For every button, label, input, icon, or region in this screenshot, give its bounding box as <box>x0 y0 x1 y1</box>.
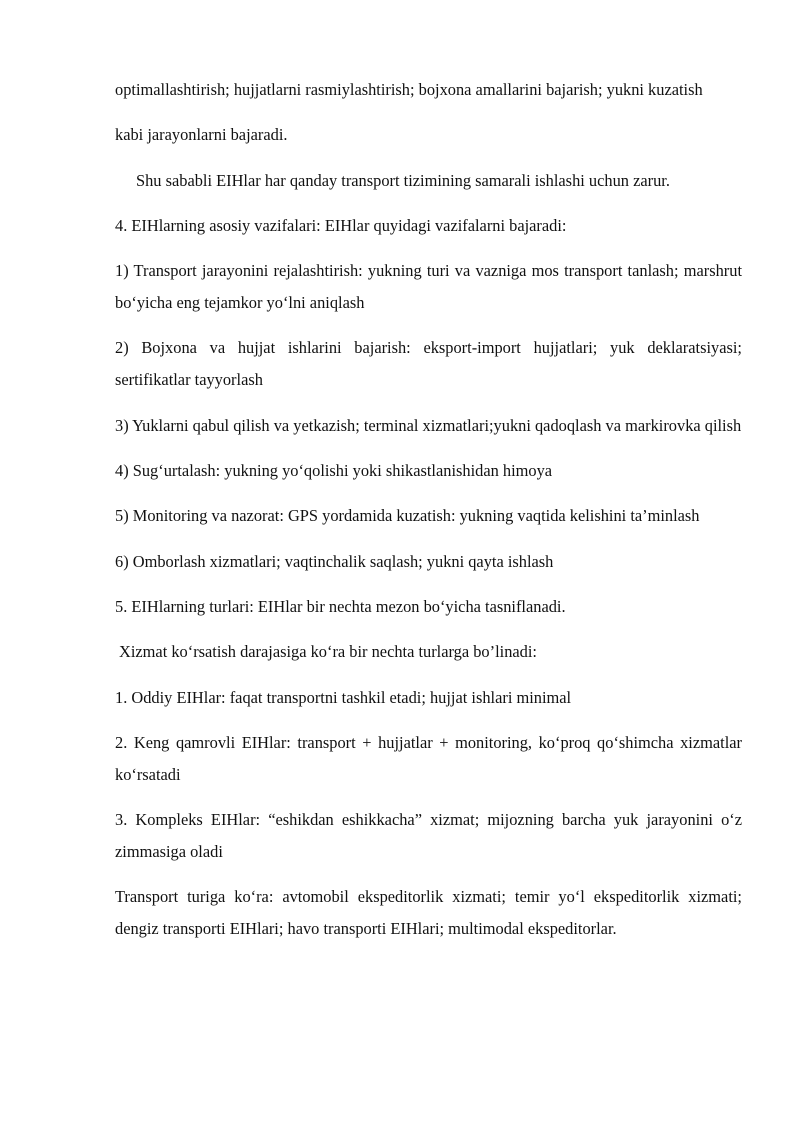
list-item-function-2: 2) Bojxona va hujjat ishlarini bajarish: eksport-import hujjatlari; yuk deklaratsiyasi; sertifikatlar tayyorlash <box>115 338 742 390</box>
section-heading-types: 5. EIHlarning turlari: EIHlar bir nechta mezon bo‘yicha tasniflanadi. <box>115 596 566 616</box>
document-page <box>115 74 742 959</box>
list-item-function-4: 4) Sug‘urtalash: yukning yo‘qolishi yoki shikastlanishidan himoya <box>115 461 553 481</box>
list-item-function-6: 6) Omborlash xizmatlari; vaqtinchalik saqlash; yukni qayta ishlash <box>115 551 554 571</box>
list-item-type-1: 1. Oddiy EIHlar: faqat transportni tashkil etadi; hujjat ishlari minimal <box>115 687 572 707</box>
list-item-function-3: 3) Yuklarni qabul qilish va yetkazish; terminal xizmatlari;yukni qadoqlash va markirovka qilish <box>115 415 742 435</box>
list-item-type-3: 3. Kompleks EIHlar: “eshikdan eshikkacha” xizmat; mijozning barcha yuk jarayonini o‘z zimmasiga oladi <box>115 810 742 862</box>
paragraph-conclusion: Shu sababli EIHlar har qanday transport tizimining samarali ishlashi uchun zarur. <box>136 170 670 190</box>
paragraph-service-level: Xizmat ko‘rsatish darajasiga ko‘ra bir nechta turlarga bo’linadi: <box>119 642 537 662</box>
list-item-type-2: 2. Keng qamrovli EIHlar: transport + hujjatlar + monitoring, ko‘proq qo‘shimcha xizmatlar ko‘rsatadi <box>115 732 742 784</box>
paragraph-transport-types: Transport turiga ko‘ra: avtomobil ekspeditorlik xizmati; temir yo‘l ekspeditorlik xizmati; dengiz transporti EIHlari; havo transporti EIHlari; multimodal ekspeditorlar. <box>115 887 742 939</box>
list-item-function-1: 1) Transport jarayonini rejalashtirish: yukning turi va vazniga mos transport tanlash; marshrut bo‘yicha eng tejamkor yo‘lni aniqlash <box>115 261 742 313</box>
section-heading-functions: 4. EIHlarning asosiy vazifalari: EIHlar quyidagi vazifalarni bajaradi: <box>115 215 567 235</box>
paragraph-intro-end: kabi jarayonlarni bajaradi. <box>115 125 288 145</box>
list-item-function-5: 5) Monitoring va nazorat: GPS yordamida kuzatish: yukning vaqtida kelishini ta’minlash <box>115 506 700 526</box>
paragraph-intro-continuation: optimallashtirish; hujjatlarni rasmiylashtirish; bojxona amallarini bajarish; yukni kuzatish <box>115 80 703 99</box>
